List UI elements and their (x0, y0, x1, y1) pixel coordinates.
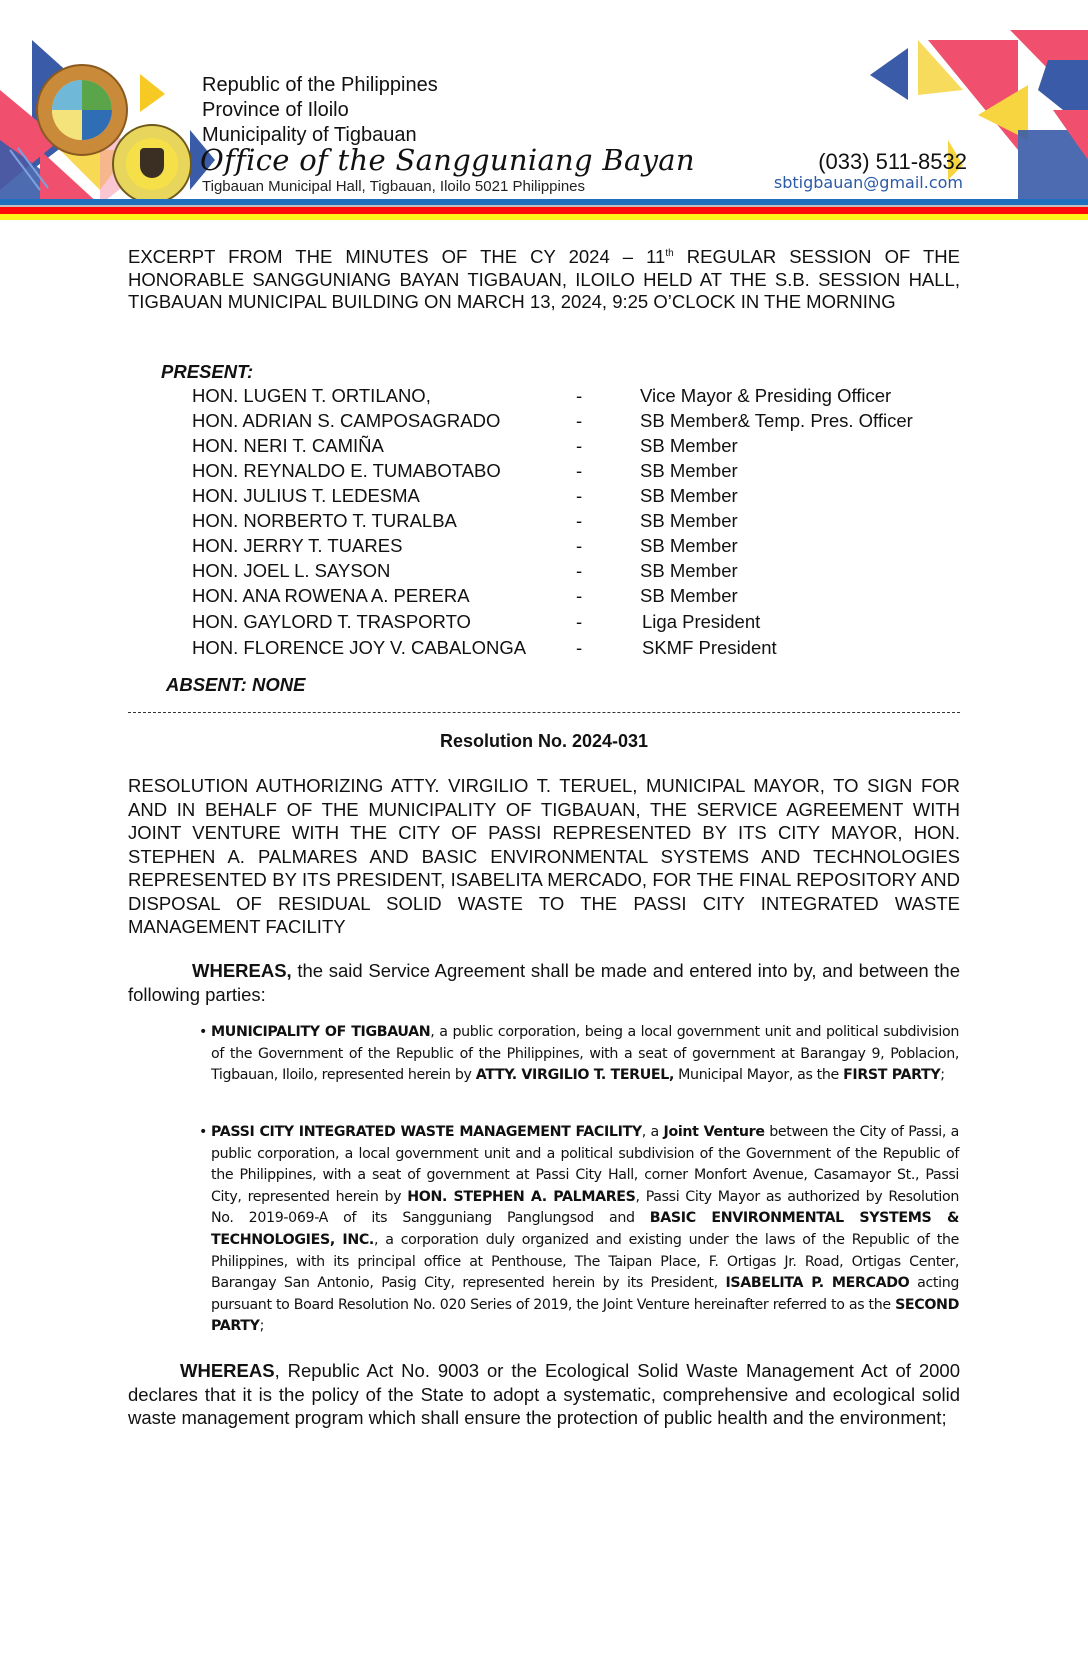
separator-dash: - (576, 385, 583, 406)
party-text: , a (641, 1124, 664, 1140)
bullet-icon: • (198, 1124, 207, 1140)
separator-dash: - (576, 485, 583, 506)
party-text: ; (940, 1067, 945, 1084)
party-bold-text: HON. STEPHEN A. PALMARES (407, 1188, 636, 1205)
member-name: HON. JOEL L. SAYSON (192, 560, 391, 581)
separator-dash: - (576, 460, 583, 481)
resolution-number: Resolution No. 2024-031 (439, 731, 649, 751)
attendance-row (0, 560, 1088, 585)
attendance-row (0, 410, 1088, 435)
whereas-clause-1 (128, 959, 960, 1006)
party-text: , a public corporation, being a local government unit and political subdivision of the Government of the Republic of the Philippines, with a seat of government at Barangay 9, Poblacion, Tigbauan, Iloilo, represented herein by (211, 1024, 959, 1084)
member-role: SB Member (640, 485, 738, 506)
party-text: Municipal Mayor, as the (674, 1067, 844, 1084)
attendance-row (0, 535, 1088, 560)
sangguniang-bayan-seal-icon (112, 124, 192, 204)
whereas-keyword: WHEREAS (180, 1360, 275, 1381)
member-role: SKMF President (642, 637, 777, 658)
attendance-row (0, 510, 1088, 535)
member-name: HON. GAYLORD T. TRASPORTO (192, 611, 471, 632)
whereas-clause-2 (128, 1359, 960, 1430)
separator-dash: - (576, 535, 583, 556)
resolution-title: RESOLUTION AUTHORIZING ATTY. VIRGILIO T. TERUEL, MUNICIPAL MAYOR, TO SIGN FOR AND IN BEHALF OF THE MUNICIPALITY OF TIGBAUAN, THE SERVICE AGREEMENT WITH JOINT VENTURE WITH THE CITY OF PASSI REPRESENTED BY ITS CITY MAYOR, HON. STEPHEN A. PALMARES AND BASIC ENVIRONMENTAL SYSTEMS AND TECHNOLOGIES REPRESENTED BY ITS PRESIDENT, ISABELITA MERCADO, FOR THE FINAL REPOSITORY AND DISPOSAL OF RESIDUAL SOLID WASTE TO THE PASSI CITY INTEGRATED WASTE MANAGEMENT FACILITY (128, 775, 960, 937)
member-name: HON. REYNALDO E. TUMABOTABO (192, 460, 501, 481)
letterhead-municipality: Municipality of Tigbauan (202, 124, 417, 146)
member-role: SB Member (640, 435, 738, 456)
member-role: SB Member (640, 535, 738, 556)
member-name: HON. ADRIAN S. CAMPOSAGRADO (192, 410, 501, 431)
excerpt-text-part1: EXCERPT FROM THE MINUTES OF THE CY 2024 – 11 (128, 246, 666, 267)
letterhead-country: Republic of the Philippines (202, 74, 438, 96)
letterhead (0, 0, 1088, 222)
member-name: HON. JERRY T. TUARES (192, 535, 403, 556)
letterhead-province: Province of Iloilo (202, 99, 349, 121)
separator-dash: - (576, 510, 583, 531)
attendance-row (0, 385, 1088, 410)
header-stripe-yellow (0, 214, 1088, 220)
bullet-icon: • (198, 1024, 207, 1040)
whereas-text: the said Service Agreement shall be made and entered into by, and between the following parties: (128, 960, 960, 1005)
excerpt-text-part2: REGULAR SESSION OF THE HONORABLE SANGGUNIANG BAYAN TIGBAUAN, ILOILO HELD AT THE S.B. SESSION HALL, TIGBAUAN MUNICIPAL BUILDING ON MARCH 13, 2024, 9:25 O’CLOCK IN THE MORNING (128, 246, 960, 312)
party-bold-text: BASIC ENVIRONMENTAL SYSTEMS & TECHNOLOGIES, INC. (211, 1210, 959, 1248)
letterhead-email[interactable]: sbtigbauan@gmail.com (773, 173, 963, 192)
party-bold-text: Joint Venture (663, 1124, 765, 1140)
party-bold-text: ATTY. VIRGILIO T. TERUEL, (475, 1067, 674, 1084)
member-role: SB Member (640, 585, 738, 606)
member-role: Liga President (642, 611, 761, 632)
member-role: Vice Mayor & Presiding Officer (640, 385, 892, 406)
attendance-row (0, 435, 1088, 460)
party-text: acting pursuant to Board Resolution No. 020 Series of 2019, the Joint Venture hereinafter referred to as the (211, 1275, 959, 1313)
minutes-excerpt-heading (128, 246, 960, 314)
separator-dash: - (576, 410, 583, 431)
whereas-text: , Republic Act No. 9003 or the Ecological Solid Waste Management Act of 2000 declares that it is the policy of the State to adopt a systematic, comprehensive and ecological solid waste management program which shall ensure the protection of public health and the environment; (128, 1360, 960, 1428)
member-name: HON. NERI T. CAMIÑA (192, 435, 384, 456)
separator-dash: - (576, 560, 583, 581)
party-bold-text: PASSI CITY INTEGRATED WASTE MANAGEMENT FACILITY (211, 1124, 642, 1140)
section-divider (128, 712, 960, 713)
member-name: HON. LUGEN T. ORTILANO, (192, 385, 431, 406)
excerpt-ordinal-suffix: th (665, 247, 674, 259)
party-bold-text: SECOND PARTY (211, 1296, 959, 1335)
attendance-row (0, 611, 1088, 636)
separator-dash: - (576, 637, 583, 658)
party-bold-text: MUNICIPALITY OF TIGBAUAN (211, 1024, 431, 1040)
letterhead-address: Tigbauan Municipal Hall, Tigbauan, Iloilo 5021 Philippines (202, 178, 586, 195)
party-text: between the City of Passi, a public corporation, a local government unit and a political subdivision of the Government of the Republic of the Philippines, with a seat of government at Passi City Hall, corner Monfort Avenue, Casamayor St., Passi City, represented herein by (211, 1124, 959, 1205)
party-bold-text: FIRST PARTY (843, 1067, 941, 1084)
member-role: SB Member (640, 560, 738, 581)
separator-dash: - (576, 585, 583, 606)
member-role: SB Member (640, 460, 738, 481)
attendance-row (0, 585, 1088, 610)
separator-dash: - (576, 435, 583, 456)
present-label: PRESENT: (161, 361, 254, 382)
member-name: HON. NORBERTO T. TURALBA (192, 510, 457, 531)
attendance-row (0, 485, 1088, 510)
whereas-keyword: WHEREAS, (192, 960, 292, 981)
attendance-row (0, 637, 1088, 662)
separator-dash: - (576, 611, 583, 632)
party-text: , a corporation duly organized and existing under the laws of the Republic of the Philippines, with its principal office at Penthouse, The Taipan Place, F. Ortigas Jr. Road, Ortigas Center, Barangay San Antonio, Pasig City, represented herein by its President, (211, 1231, 959, 1292)
member-name: HON. FLORENCE JOY V. CABALONGA (192, 637, 527, 658)
member-name: HON. ANA ROWENA A. PERERA (192, 585, 470, 606)
municipality-seal-icon (36, 64, 128, 156)
party-first (198, 1022, 959, 1087)
letterhead-phone: (033) 511-8532 (818, 149, 967, 174)
attendance-row (0, 460, 1088, 485)
member-name: HON. JULIUS T. LEDESMA (192, 485, 420, 506)
party-text: , Passi City Mayor as authorized by Resolution No. 2019-069-A of its Sangguniang Panglungsod and (211, 1188, 959, 1227)
absent-label: ABSENT: NONE (166, 674, 306, 695)
member-role: SB Member& Temp. Pres. Officer (640, 410, 913, 431)
member-role: SB Member (640, 510, 738, 531)
party-bold-text: ISABELITA P. MERCADO (725, 1275, 910, 1292)
party-text: ; (259, 1318, 265, 1335)
header-stripe-red (0, 207, 1088, 214)
letterhead-office-title: Office of the Sangguniang Bayan (200, 143, 695, 177)
party-second (198, 1122, 959, 1338)
